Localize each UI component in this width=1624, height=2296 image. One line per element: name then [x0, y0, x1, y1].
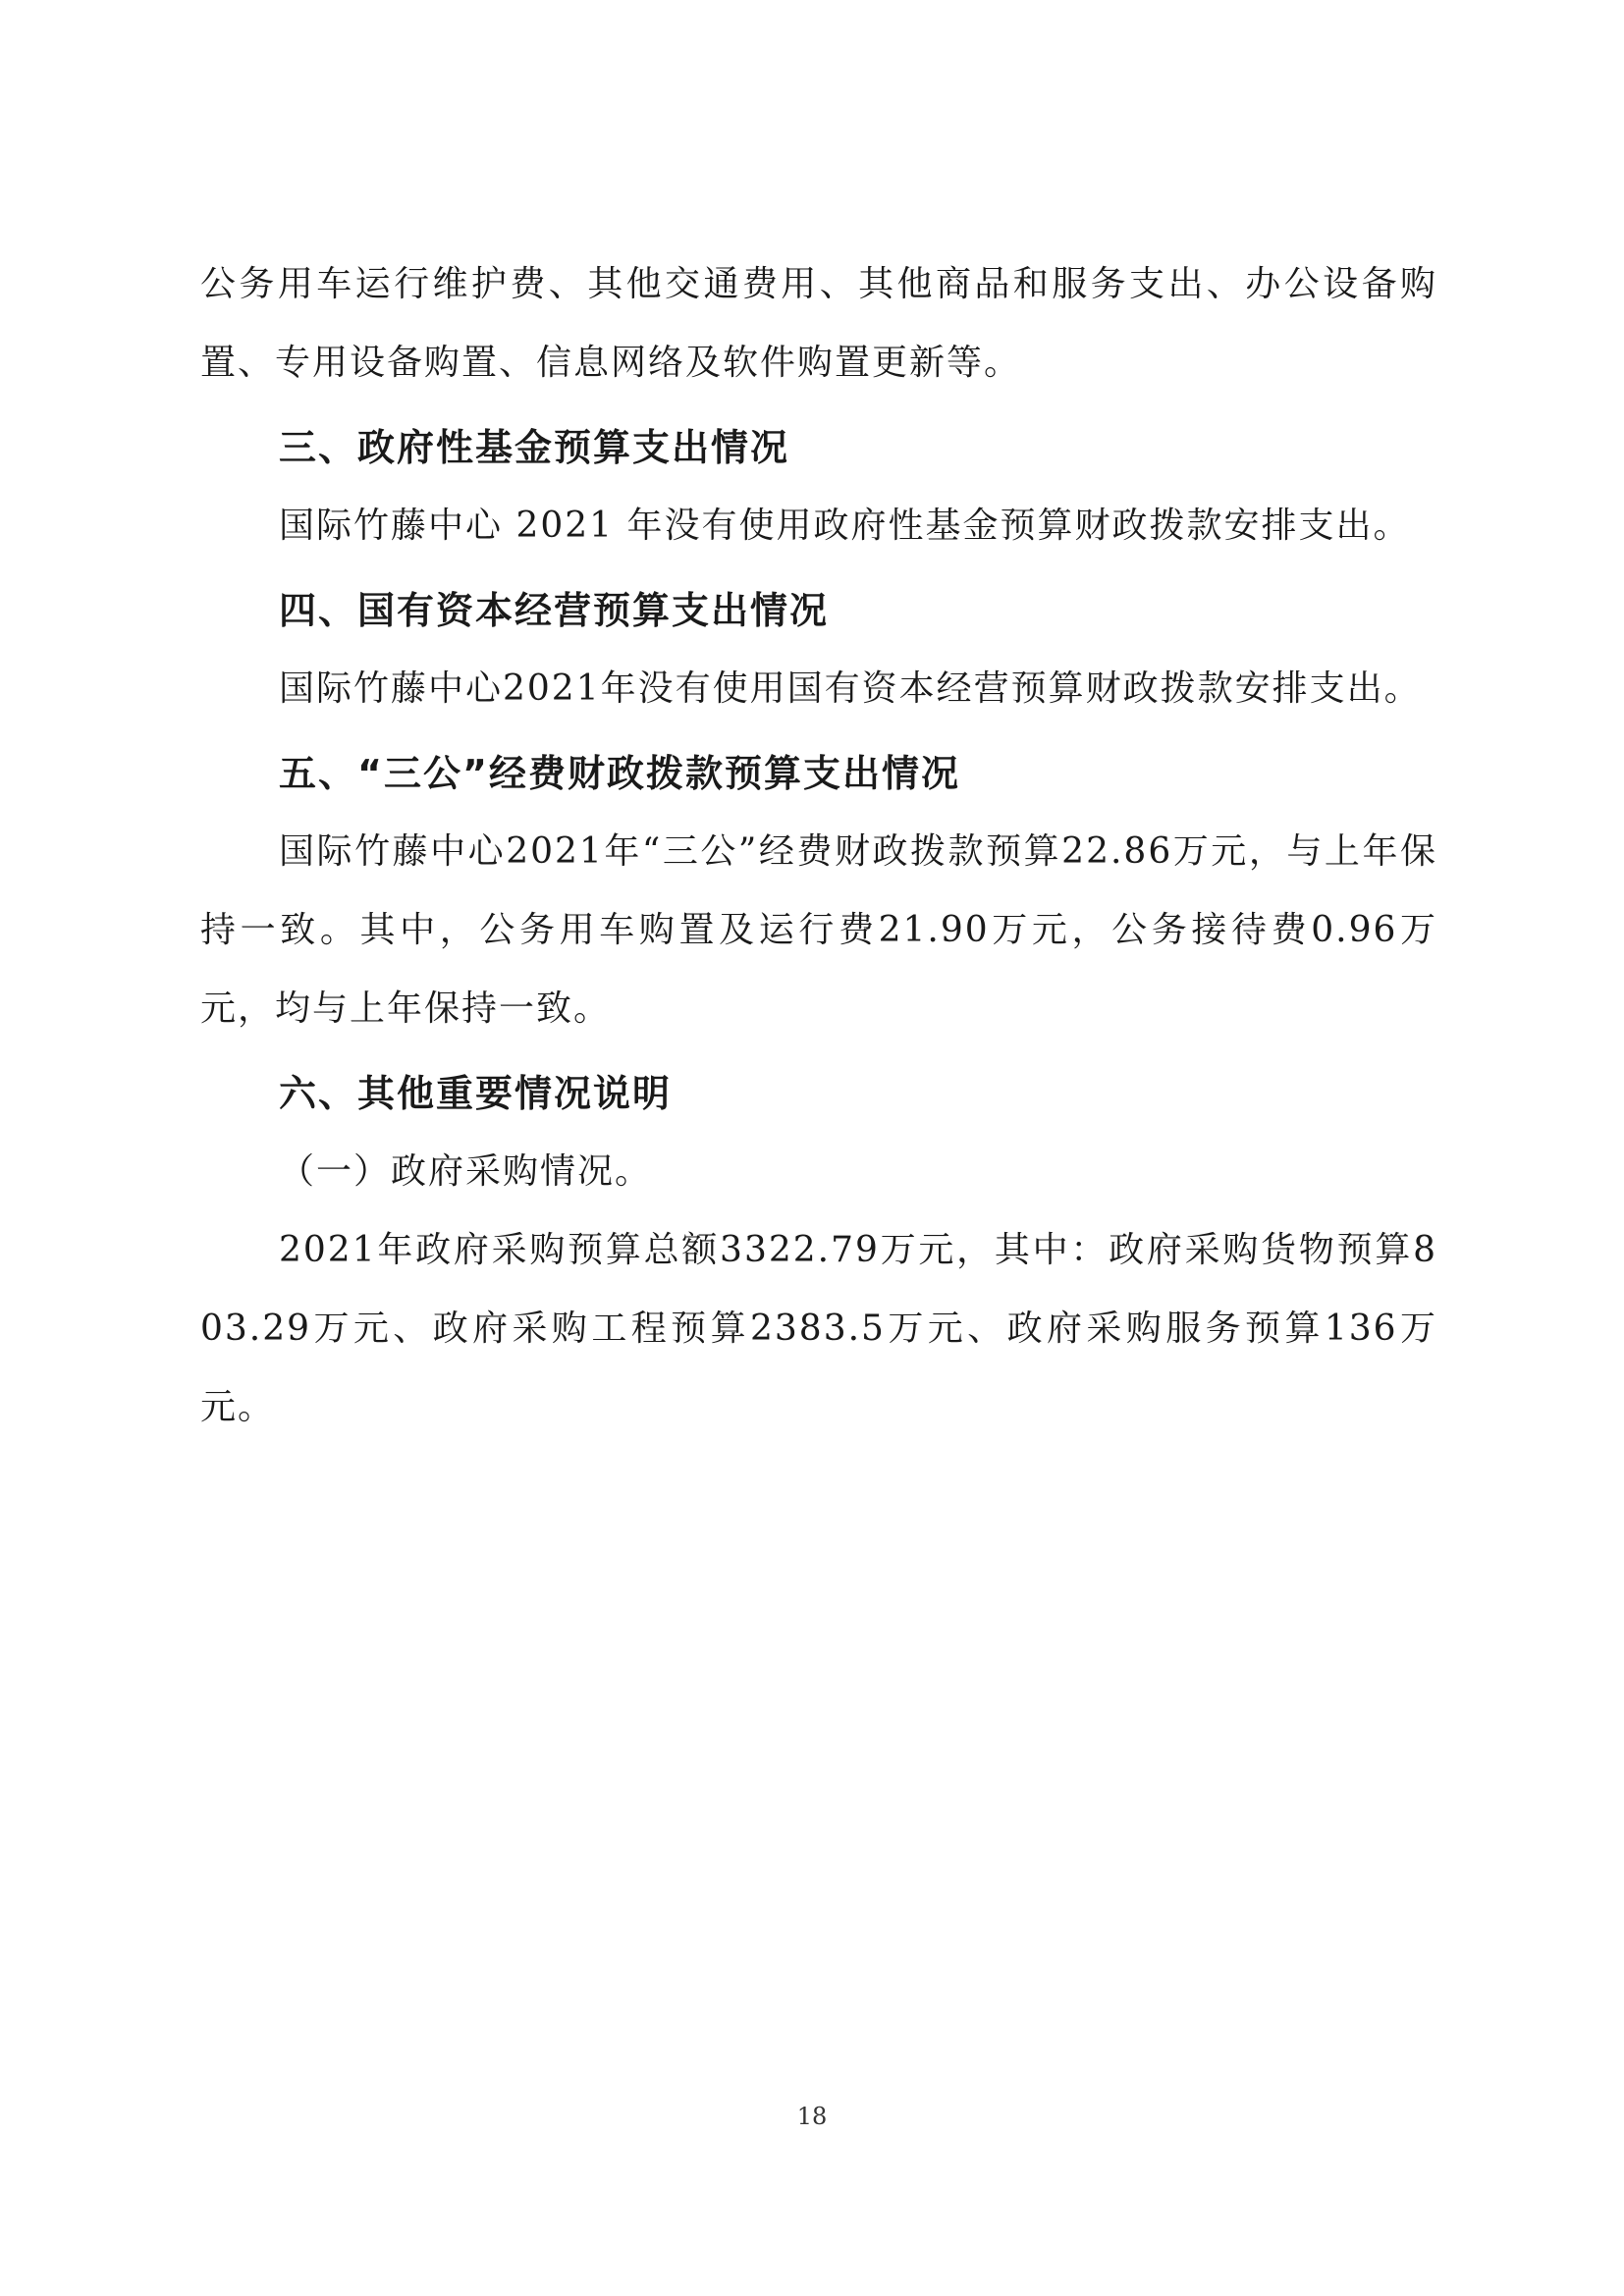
section-6-paragraph: 2021年政府采购预算总额3322.79万元，其中：政府采购货物预算803.29万元、政府采购工程预算2383.5万元、政府采购服务预算136万元。 — [200, 1230, 1437, 1427]
section-5-paragraph: 国际竹藤中心2021年“三公”经费财政拨款预算22.86万元，与上年保持一致。其中，公务用车购置及运行费21.90万元，公务接待费0.96万元，均与上年保持一致。 — [200, 831, 1437, 1029]
section-6-heading: 六、其他重要情况说明 — [279, 1072, 673, 1115]
document-body — [200, 245, 1437, 1447]
paragraph-intro: 公务用车运行维护费、其他交通费用、其他商品和服务支出、办公设备购置、专用设备购置、信息网络及软件购置更新等。 — [200, 264, 1437, 383]
section-4-heading: 四、国有资本经营预算支出情况 — [279, 589, 830, 632]
section-5-heading: 五、“三公”经费财政拨款预算支出情况 — [279, 752, 960, 795]
section-3-paragraph: 国际竹藤中心 2021 年没有使用政府性基金预算财政拨款安排支出。 — [279, 506, 1411, 546]
section-3-heading: 三、政府性基金预算支出情况 — [279, 426, 790, 469]
section-4-paragraph: 国际竹藤中心2021年没有使用国有资本经营预算财政拨款安排支出。 — [279, 668, 1422, 709]
section-6-subheading: （一）政府采购情况。 — [279, 1151, 653, 1192]
page-number: 18 — [796, 2103, 828, 2130]
